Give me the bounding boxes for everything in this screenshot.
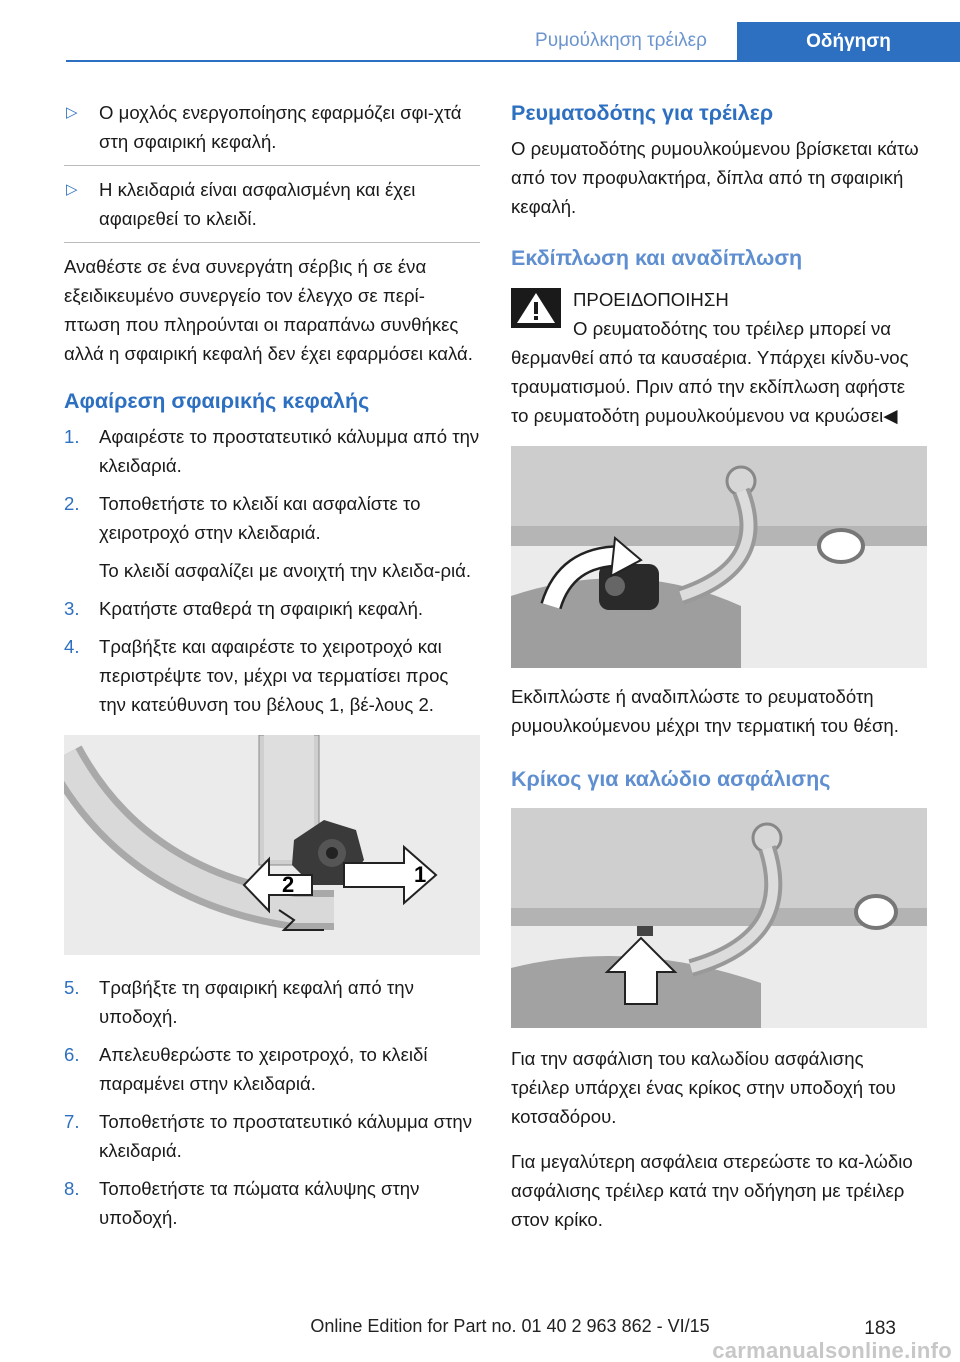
warning-text: θερμανθεί από τα καυσαέρια. Υπάρχει κίνδυ-νος τραυματισμού. Πριν από την εκδίπλωση αφήστε το ρευματοδότη ρυμουλκούμενου να κρυώσει◀ [511,347,909,426]
watermark: carmanualsonline.info [712,1338,952,1362]
step-note: Το κλειδί ασφαλίζει με ανοιχτή την κλειδα-ριά. [99,560,472,581]
step-item: 2. Τοποθετήστε το κλειδί και ασφαλίστε το χειροτροχό στην κλειδαριά. [64,493,421,543]
intro-paragraph: Αναθέστε σε ένα συνεργάτη σέρβις ή σε ένα εξειδικευμένο συνεργείο τον έλεγχο σε περί-πτωση που πληρούνται οι παραπάνω συνθήκες αλλά η σφαιρική κεφαλή δεν έχει εφαρμόσει καλά. [64,256,473,364]
fold-instruction-paragraph: Εκδιπλώστε ή αναδιπλώστε το ρευματοδότη ρυμουλκούμενου μέχρι την τερματική του θέση. [511,686,899,736]
bullet-item: ▷ Ο μοχλός ενεργοποίησης εφαρμόζει σφι-χτά στη σφαιρική κεφαλή. [64,98,480,166]
step-item: 4. Τραβήξτε και αφαιρέστε το χειροτροχό και περιστρέψτε τον, μέχρι να τερματίσει προς την κατεύθυνση του βέλους 1, βέ-λους 2. [64,636,449,715]
figure-label-2: 2 [282,872,295,897]
page-number: 183 [864,1318,896,1339]
figure-safety-eye [511,808,927,1028]
warning-triangle-icon [511,288,561,328]
figure-trailer-socket [511,446,927,668]
header-section-title: Ρυμούλκηση τρέιλερ [535,30,707,51]
safety-cable-advice-paragraph: Για μεγαλύτερη ασφάλεια στερεώστε το κα-λώδιο ασφάλισης τρέιλερ κατά την οδήγηση με τρέιλερ στον κρίκο. [511,1151,913,1230]
bullet-item: ▷ Η κλειδαριά είναι ασφαλισμένη και έχει αφαιρεθεί το κλειδί. [64,175,480,243]
step-item: 5. Τραβήξτε τη σφαιρική κεφαλή από την υποδοχή. [64,977,414,1027]
left-column [64,98,480,1241]
step-item: 8. Τοποθετήστε τα πώματα κάλυψης στην υποδοχή. [64,1178,420,1228]
warning-title: ΠΡΟΕΙΔΟΠΟΙΗΣΗ [573,289,729,310]
step-item: 7. Τοποθετήστε το προστατευτικό κάλυμμα στην κλειδαριά. [64,1111,473,1161]
socket-location-paragraph: Ο ρευματοδότης ρυμουλκούμενου βρίσκεται κάτω από τον προφυλακτήρα, δίπλα από τη σφαιρική κεφαλή. [511,138,919,217]
footer-edition: Online Edition for Part no. 01 40 2 963 862 - VI/15 [310,1316,710,1336]
right-column [511,98,927,1248]
header-rule [66,60,960,62]
section-heading-trailer-socket: Ρευματοδότης για τρέιλερ [511,101,774,125]
page-header [0,22,960,62]
figure-handwheel [64,735,480,955]
header-chapter-tab: Οδήγηση [737,22,960,62]
section-heading-fold: Εκδίπλωση και αναδίπλωση [511,246,803,270]
safety-eye-paragraph: Για την ασφάλιση του καλωδίου ασφάλισης τρέιλερ υπάρχει ένας κρίκος στην υποδοχή του κοτσαδόρου. [511,1048,896,1127]
step-item: 6. Απελευθερώστε το χειροτροχό, το κλειδί παραμένει στην κλειδαριά. [64,1044,428,1094]
figure-label-1: 1 [414,862,427,887]
triangle-bullet-icon: ▷ [66,104,78,121]
section-heading-safety-cable-eye: Κρίκος για καλώδιο ασφάλισης [511,767,831,791]
triangle-bullet-icon: ▷ [66,181,78,198]
step-item: 3. Κρατήστε σταθερά τη σφαιρική κεφαλή. [64,598,424,619]
section-heading-remove-ball-head: Αφαίρεση σφαιρικής κεφαλής [64,389,370,413]
warning-box [511,285,927,343]
warning-first-line: Ο ρευματοδότης του τρέιλερ μπορεί να [573,318,892,339]
step-item: 1. Αφαιρέστε το προστατευτικό κάλυμμα από την κλειδαριά. [64,426,480,476]
